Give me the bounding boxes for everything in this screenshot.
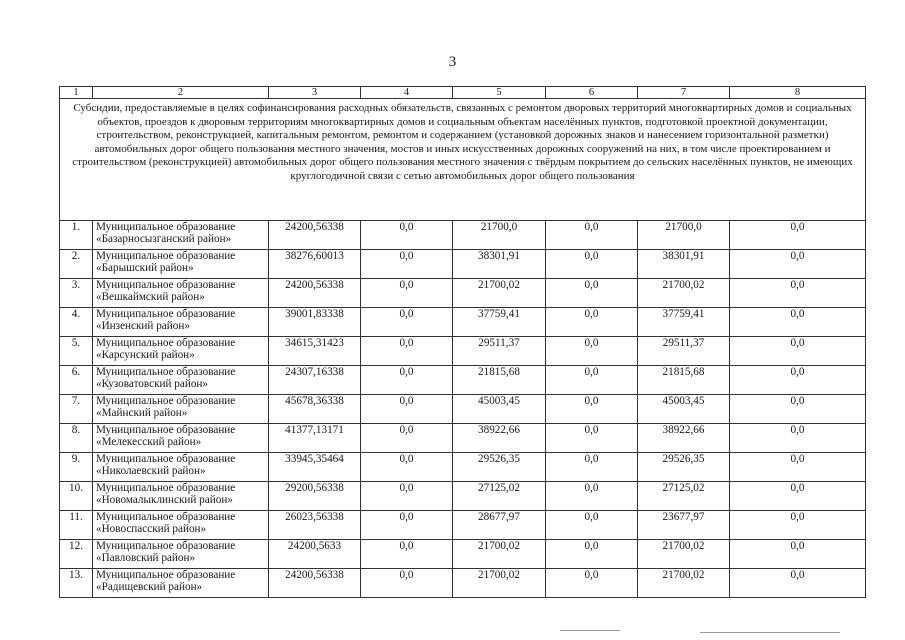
municipality-name-line2: «Мелекесский район» <box>96 436 202 448</box>
column-header: 7 <box>638 87 730 99</box>
value-cell-c5: 21700,02 <box>453 279 546 308</box>
municipality-name-line1: Муниципальное образование <box>96 250 236 262</box>
value-cell-c5: 21700,02 <box>453 540 546 569</box>
value-cell-c7: 21700,02 <box>638 569 730 598</box>
row-number: 3. <box>60 279 93 308</box>
value-cell-c6: 0,0 <box>546 337 638 366</box>
value-cell-c5: 28677,97 <box>453 511 546 540</box>
value-cell-c5: 38301,91 <box>453 250 546 279</box>
value-cell-c7: 21700,0 <box>638 221 730 250</box>
row-number: 9. <box>60 453 93 482</box>
value-cell-c5: 38922,66 <box>453 424 546 453</box>
municipality-name-line1: Муниципальное образование <box>96 337 236 349</box>
column-header: 2 <box>93 87 269 99</box>
value-cell-c3: 24200,56338 <box>269 221 361 250</box>
value-cell-c8: 0,0 <box>730 337 866 366</box>
table-row <box>60 279 866 308</box>
value-cell-c8: 0,0 <box>730 424 866 453</box>
row-number: 10. <box>60 482 93 511</box>
value-cell-c3: 24307,16338 <box>269 366 361 395</box>
value-cell-c5: 37759,41 <box>453 308 546 337</box>
value-cell-c7: 45003,45 <box>638 395 730 424</box>
value-cell-c8: 0,0 <box>730 279 866 308</box>
table-row <box>60 366 866 395</box>
value-cell-c8: 0,0 <box>730 221 866 250</box>
value-cell-c4: 0,0 <box>361 366 453 395</box>
value-cell-c4: 0,0 <box>361 250 453 279</box>
row-number: 11. <box>60 511 93 540</box>
municipality-name <box>93 250 269 279</box>
value-cell-c3: 45678,36338 <box>269 395 361 424</box>
value-cell-c4: 0,0 <box>361 453 453 482</box>
row-number: 4. <box>60 308 93 337</box>
value-cell-c8: 0,0 <box>730 308 866 337</box>
value-cell-c3: 33945,35464 <box>269 453 361 482</box>
municipality-name <box>93 569 269 598</box>
value-cell-c8: 0,0 <box>730 395 866 424</box>
municipality-name-line2: «Павловский район» <box>96 552 196 564</box>
value-cell-c7: 21815,68 <box>638 366 730 395</box>
column-header: 6 <box>546 87 638 99</box>
municipality-name-line2: «Радищевский район» <box>96 581 203 593</box>
table-row <box>60 337 866 366</box>
value-cell-c8: 0,0 <box>730 482 866 511</box>
value-cell-c4: 0,0 <box>361 221 453 250</box>
value-cell-c3: 24200,5633 <box>269 540 361 569</box>
value-cell-c7: 29526,35 <box>638 453 730 482</box>
value-cell-c8: 0,0 <box>730 540 866 569</box>
value-cell-c5: 21700,0 <box>453 221 546 250</box>
table-row <box>60 308 866 337</box>
municipality-name-line2: «Базарносызганский район» <box>96 233 232 245</box>
municipality-name <box>93 482 269 511</box>
value-cell-c6: 0,0 <box>546 221 638 250</box>
value-cell-c4: 0,0 <box>361 395 453 424</box>
column-header: 1 <box>60 87 93 99</box>
municipality-name <box>93 511 269 540</box>
value-cell-c4: 0,0 <box>361 482 453 511</box>
value-cell-c7: 29511,37 <box>638 337 730 366</box>
value-cell-c4: 0,0 <box>361 337 453 366</box>
value-cell-c6: 0,0 <box>546 250 638 279</box>
row-number: 12. <box>60 540 93 569</box>
value-cell-c6: 0,0 <box>546 453 638 482</box>
table-row <box>60 482 866 511</box>
value-cell-c8: 0,0 <box>730 569 866 598</box>
value-cell-c8: 0,0 <box>730 250 866 279</box>
municipality-name <box>93 221 269 250</box>
municipality-name-line1: Муниципальное образование <box>96 540 236 552</box>
municipality-name-line2: «Новоспасский район» <box>96 523 207 535</box>
row-number: 1. <box>60 221 93 250</box>
scan-artifact <box>560 630 620 631</box>
table-row <box>60 453 866 482</box>
row-number: 13. <box>60 569 93 598</box>
value-cell-c7: 38922,66 <box>638 424 730 453</box>
value-cell-c5: 27125,02 <box>453 482 546 511</box>
municipality-name-line2: «Майнский район» <box>96 407 188 419</box>
municipality-name <box>93 279 269 308</box>
municipality-name <box>93 337 269 366</box>
municipality-name <box>93 453 269 482</box>
municipality-name-line1: Муниципальное образование <box>96 569 236 581</box>
value-cell-c6: 0,0 <box>546 511 638 540</box>
value-cell-c5: 45003,45 <box>453 395 546 424</box>
value-cell-c5: 29511,37 <box>453 337 546 366</box>
value-cell-c5: 29526,35 <box>453 453 546 482</box>
column-header: 3 <box>269 87 361 99</box>
value-cell-c3: 41377,13171 <box>269 424 361 453</box>
section-title-row <box>60 99 866 221</box>
value-cell-c7: 37759,41 <box>638 308 730 337</box>
municipality-name-line2: «Кузоватовский район» <box>96 378 209 390</box>
table-row <box>60 569 866 598</box>
value-cell-c3: 24200,56338 <box>269 569 361 598</box>
value-cell-c7: 21700,02 <box>638 279 730 308</box>
table-row <box>60 250 866 279</box>
value-cell-c6: 0,0 <box>546 366 638 395</box>
value-cell-c6: 0,0 <box>546 395 638 424</box>
value-cell-c5: 21700,02 <box>453 569 546 598</box>
row-number: 8. <box>60 424 93 453</box>
value-cell-c7: 38301,91 <box>638 250 730 279</box>
column-header: 8 <box>730 87 866 99</box>
value-cell-c4: 0,0 <box>361 424 453 453</box>
column-number-row <box>60 87 866 99</box>
table-body <box>60 221 866 598</box>
municipality-name <box>93 540 269 569</box>
municipality-name-line1: Муниципальное образование <box>96 424 236 436</box>
value-cell-c6: 0,0 <box>546 569 638 598</box>
municipality-name <box>93 366 269 395</box>
municipality-name-line1: Муниципальное образование <box>96 453 236 465</box>
value-cell-c3: 39001,83338 <box>269 308 361 337</box>
row-number: 2. <box>60 250 93 279</box>
table-row <box>60 540 866 569</box>
value-cell-c7: 27125,02 <box>638 482 730 511</box>
municipality-name <box>93 308 269 337</box>
value-cell-c4: 0,0 <box>361 569 453 598</box>
column-header: 4 <box>361 87 453 99</box>
table-row <box>60 424 866 453</box>
municipality-name-line2: «Инзенский район» <box>96 320 190 332</box>
table-row <box>60 395 866 424</box>
page-number: 3 <box>448 54 457 70</box>
row-number: 6. <box>60 366 93 395</box>
value-cell-c4: 0,0 <box>361 308 453 337</box>
municipality-name-line2: «Карсунский район» <box>96 349 195 361</box>
value-cell-c4: 0,0 <box>361 540 453 569</box>
subsidy-table <box>59 86 866 598</box>
value-cell-c3: 29200,56338 <box>269 482 361 511</box>
municipality-name-line1: Муниципальное образование <box>96 366 236 378</box>
municipality-name-line1: Муниципальное образование <box>96 279 236 291</box>
row-number: 7. <box>60 395 93 424</box>
municipality-name-line2: «Барышский район» <box>96 262 194 274</box>
value-cell-c6: 0,0 <box>546 279 638 308</box>
row-number: 5. <box>60 337 93 366</box>
value-cell-c8: 0,0 <box>730 366 866 395</box>
value-cell-c5: 21815,68 <box>453 366 546 395</box>
municipality-name <box>93 424 269 453</box>
value-cell-c3: 26023,56338 <box>269 511 361 540</box>
municipality-name-line1: Муниципальное образование <box>96 308 236 320</box>
value-cell-c6: 0,0 <box>546 540 638 569</box>
municipality-name-line1: Муниципальное образование <box>96 221 236 233</box>
value-cell-c8: 0,0 <box>730 511 866 540</box>
value-cell-c3: 34615,31423 <box>269 337 361 366</box>
value-cell-c6: 0,0 <box>546 308 638 337</box>
value-cell-c8: 0,0 <box>730 453 866 482</box>
municipality-name-line2: «Вешкаймский район» <box>96 291 205 303</box>
value-cell-c4: 0,0 <box>361 279 453 308</box>
value-cell-c3: 38276,60013 <box>269 250 361 279</box>
value-cell-c4: 0,0 <box>361 511 453 540</box>
value-cell-c3: 24200,56338 <box>269 279 361 308</box>
column-header: 5 <box>453 87 546 99</box>
value-cell-c7: 23677,97 <box>638 511 730 540</box>
municipality-name-line1: Муниципальное образование <box>96 482 236 494</box>
table-row <box>60 221 866 250</box>
section-title: Субсидии, предоставляемые в целях софинансирования расходных обязательств, связанных с ремонтом дворовых территорий многоквартирных домов и социальных объектов, проездов к дворовым территориям многоквартирных домов и социальным объектам населённых пунктов, подготовкой проектной документации, строительством, реконструкцией, капитальным ремонтом, ремонтом и содержанием (установкой дорожных знаков и нанесением горизонтальной разметки) автомобильных дорог общего пользования местного значения, мостов и иных искусственных дорожных сооружений на них, в том числе проектированием и строительством (реконструкцией) автомобильных дорог общего пользования местного значения с твёрдым покрытием до сельских населённых пунктов, не имеющих круглогодичной связи с сетью автомобильных дорог общего пользования <box>60 99 866 221</box>
scan-artifact <box>700 632 840 633</box>
municipality-name-line1: Муниципальное образование <box>96 511 236 523</box>
table-row <box>60 511 866 540</box>
municipality-name <box>93 395 269 424</box>
municipality-name-line2: «Николаевский район» <box>96 465 206 477</box>
value-cell-c6: 0,0 <box>546 482 638 511</box>
municipality-name-line1: Муниципальное образование <box>96 395 236 407</box>
value-cell-c7: 21700,02 <box>638 540 730 569</box>
value-cell-c6: 0,0 <box>546 424 638 453</box>
municipality-name-line2: «Новомалыклинский район» <box>96 494 233 506</box>
